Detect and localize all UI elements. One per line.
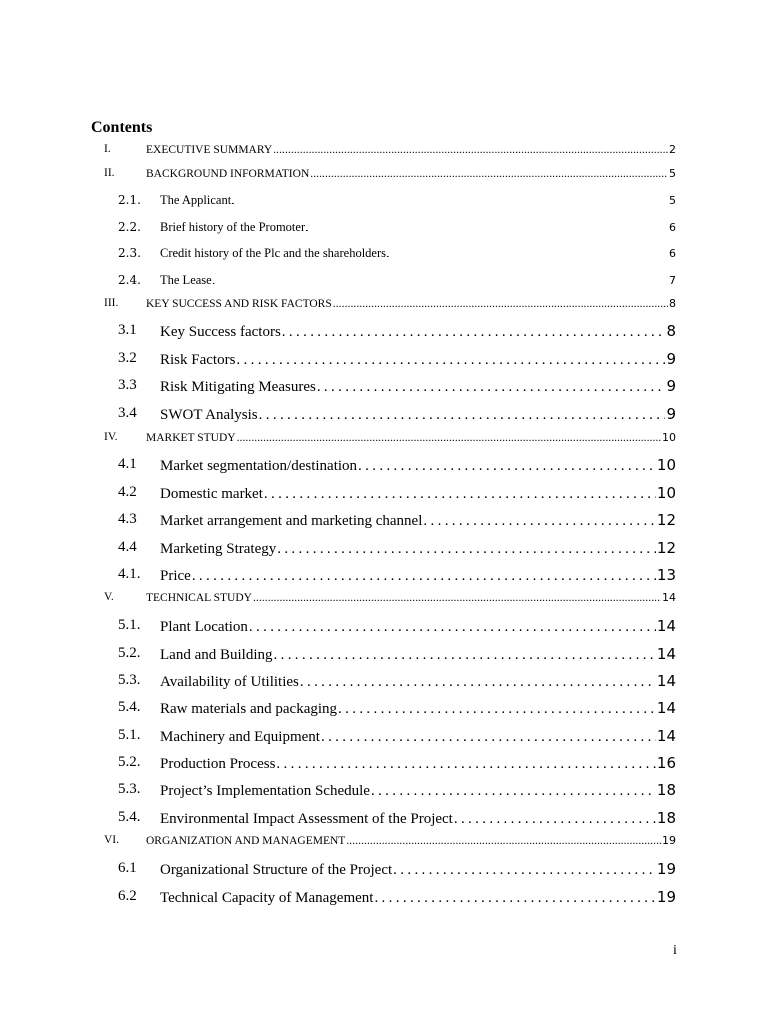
toc-entry-body xyxy=(160,566,676,585)
toc-entry-number: 4.1 xyxy=(118,456,137,472)
toc-entry-page: 14 xyxy=(656,699,676,717)
dot-leader xyxy=(333,298,668,310)
toc-entry-label[interactable]: Technical Capacity of Management xyxy=(160,890,374,906)
toc-entry-number: 5.3. xyxy=(118,781,141,797)
toc-entry-body xyxy=(146,297,676,310)
toc-entry-number: 5.2. xyxy=(118,754,141,770)
toc-entry-body xyxy=(160,456,676,475)
toc-entry-label[interactable]: Organizational Structure of the Project xyxy=(160,862,393,878)
toc-entry-label[interactable]: Raw materials and packaging xyxy=(160,701,338,717)
toc-entry-page: 19 xyxy=(656,860,676,878)
dot-leader xyxy=(321,729,656,746)
toc-entry-body xyxy=(160,727,676,746)
toc-entry-body xyxy=(160,888,676,907)
dot-leader xyxy=(249,619,656,636)
dot-leader xyxy=(277,541,656,558)
contents-heading: Contents xyxy=(91,119,153,136)
toc-entry-body xyxy=(160,484,676,503)
toc-entry-number: 5.1. xyxy=(118,617,141,633)
toc-entry-page: 10 xyxy=(662,431,676,444)
toc-entry-page: 12 xyxy=(656,511,676,529)
page-number: i xyxy=(673,943,677,958)
toc-entry-number: 3.2 xyxy=(118,350,137,366)
toc-entry-page: 10 xyxy=(656,456,676,474)
toc-entry-number: 2.1. xyxy=(118,193,141,207)
toc-entry-label[interactable]: Credit history of the Plc and the shareholders xyxy=(160,246,386,260)
dot-leader xyxy=(264,486,656,503)
toc-entry-page: 19 xyxy=(662,834,676,847)
dot-leader xyxy=(317,379,666,396)
dot-leader xyxy=(236,352,665,369)
toc-entry-number: 3.3 xyxy=(118,377,137,393)
dot-leader xyxy=(393,862,656,879)
toc-entry-body xyxy=(160,781,676,800)
toc-entry-number: VI. xyxy=(104,834,120,846)
toc-entry-number: 5.4. xyxy=(118,699,141,715)
toc-entry-number: 4.3 xyxy=(118,511,137,527)
toc-entry-label[interactable]: Land and Building xyxy=(160,647,273,663)
toc-entry-page: 6 xyxy=(669,221,676,234)
dot-leader xyxy=(213,273,668,288)
toc-entry-label[interactable]: Plant Location xyxy=(160,619,248,635)
dot-leader xyxy=(276,756,655,773)
dot-leader xyxy=(192,568,656,585)
toc-entry-label[interactable]: Price xyxy=(160,568,191,584)
toc-entry-label[interactable]: The Applicant xyxy=(160,193,232,207)
toc-entry-page: 14 xyxy=(656,645,676,663)
toc-entry-number: III. xyxy=(104,297,119,309)
toc-entry-label[interactable]: Market segmentation/destination xyxy=(160,458,358,474)
dot-leader xyxy=(454,811,656,828)
toc-entry-label[interactable]: BACKGROUND INFORMATION xyxy=(146,168,310,180)
toc-entry-page: 19 xyxy=(656,888,676,906)
toc-entry-label[interactable]: Availability of Utilities xyxy=(160,674,299,690)
toc-entry-label[interactable]: Domestic market xyxy=(160,486,263,502)
toc-entry-body xyxy=(160,809,676,828)
toc-entry-page: 14 xyxy=(662,591,676,604)
toc-entry-page: 8 xyxy=(669,297,676,310)
toc-entry-number: 5.2. xyxy=(118,645,141,661)
dot-leader xyxy=(237,432,661,444)
toc-entry-number: 3.4 xyxy=(118,405,137,421)
toc-entry-number: 6.2 xyxy=(118,888,137,904)
toc-entry-number: 5.3. xyxy=(118,672,141,688)
toc-entry-number: IV. xyxy=(104,431,118,443)
dot-leader xyxy=(274,647,656,664)
toc-entry-body xyxy=(160,539,676,558)
toc-entry-body xyxy=(146,431,676,444)
toc-entry-number: 4.2 xyxy=(118,484,137,500)
toc-entry-page: 14 xyxy=(656,617,676,635)
toc-entry-body xyxy=(160,754,676,773)
toc-entry-number: 2.3. xyxy=(118,246,141,260)
toc-entry-body xyxy=(160,699,676,718)
dot-leader xyxy=(310,168,668,180)
dot-leader xyxy=(423,513,656,530)
toc-entry-label[interactable]: TECHNICAL STUDY xyxy=(146,592,252,604)
dot-leader xyxy=(253,592,661,604)
toc-entry-page: 14 xyxy=(656,727,676,745)
toc-entry-body xyxy=(160,860,676,879)
toc-entry-page: 7 xyxy=(669,274,676,287)
toc-entry-number: V. xyxy=(104,591,114,603)
toc-entry-label[interactable]: KEY SUCCESS AND RISK FACTORS xyxy=(146,298,332,310)
toc-entry-body xyxy=(160,246,676,261)
toc-entry-number: 3.1 xyxy=(118,322,137,338)
toc-entry-body xyxy=(160,322,676,341)
toc-entry-number: 5.4. xyxy=(118,809,141,825)
dot-leader xyxy=(306,220,668,235)
toc-entry-page: 6 xyxy=(669,247,676,260)
dot-leader xyxy=(259,407,666,424)
toc-entry-label[interactable]: Production Process xyxy=(160,756,276,772)
toc-entry-body xyxy=(160,645,676,664)
toc-entry-label[interactable]: Machinery and Equipment xyxy=(160,729,320,745)
dot-leader xyxy=(387,246,668,261)
toc-entry-body xyxy=(160,193,676,208)
toc-entry-body xyxy=(160,220,676,235)
dot-leader xyxy=(300,674,656,691)
toc-entry-page: 14 xyxy=(656,672,676,690)
toc-entry-label[interactable]: Brief history of the Promoter xyxy=(160,220,306,234)
toc-entry-body xyxy=(160,672,676,691)
toc-entry-page: 18 xyxy=(656,809,676,827)
dot-leader xyxy=(371,783,656,800)
toc-entry-label[interactable]: Environmental Impact Assessment of the Project xyxy=(160,811,453,827)
toc-entry-page: 5 xyxy=(669,194,676,207)
toc-entry-body xyxy=(146,591,676,604)
dot-leader xyxy=(358,458,656,475)
toc-entry-page: 2 xyxy=(669,143,676,156)
toc-entry-page: 10 xyxy=(656,484,676,502)
toc-entry-label[interactable]: EXECUTIVE SUMMARY xyxy=(146,144,273,156)
toc-entry-body xyxy=(160,377,676,396)
toc-entry-label[interactable]: Market arrangement and marketing channel xyxy=(160,513,423,529)
toc-entry-label[interactable]: ORGANIZATION AND MANAGEMENT xyxy=(146,835,346,847)
toc-entry-body xyxy=(160,405,676,424)
toc-entry-page: 8 xyxy=(666,322,676,340)
toc-entry-label[interactable]: Risk Factors xyxy=(160,352,236,368)
dot-leader xyxy=(282,324,666,341)
toc-entry-label[interactable]: Project’s Implementation Schedule xyxy=(160,783,370,799)
dot-leader xyxy=(338,701,656,718)
toc-entry-number: 5.1. xyxy=(118,727,141,743)
dot-leader xyxy=(346,835,661,847)
dot-leader xyxy=(273,144,668,156)
toc-entry-body xyxy=(146,143,676,156)
toc-entry-page: 18 xyxy=(656,781,676,799)
toc-entry-number: 2.4. xyxy=(118,273,141,287)
toc-entry-body xyxy=(160,350,676,369)
dot-leader xyxy=(374,890,655,907)
toc-entry-page: 5 xyxy=(669,167,676,180)
toc-entry-number: II. xyxy=(104,167,115,179)
toc-entry-number: 6.1 xyxy=(118,860,137,876)
toc-entry-page: 16 xyxy=(656,754,676,772)
toc-entry-label[interactable]: SWOT Analysis xyxy=(160,407,258,423)
toc-entry-body xyxy=(160,273,676,288)
toc-entry-body xyxy=(146,167,676,180)
toc-entry-body xyxy=(160,511,676,530)
toc-entry-label[interactable]: Marketing Strategy xyxy=(160,541,277,557)
toc-entry-page: 9 xyxy=(666,405,676,423)
toc-entry-page: 12 xyxy=(656,539,676,557)
toc-entry-number: I. xyxy=(104,143,111,155)
toc-entry-page: 9 xyxy=(666,377,676,395)
toc-entry-page: 9 xyxy=(666,350,676,368)
toc-entry-number: 4.4 xyxy=(118,539,137,555)
toc-entry-label[interactable]: MARKET STUDY xyxy=(146,432,236,444)
toc-entry-label[interactable]: Risk Mitigating Measures xyxy=(160,379,316,395)
toc-entry-label[interactable]: The Lease xyxy=(160,273,212,287)
toc-entry-label[interactable]: Key Success factors xyxy=(160,324,281,340)
toc-entry-body xyxy=(160,617,676,636)
toc-entry-body xyxy=(146,834,676,847)
toc-entry-page: 13 xyxy=(656,566,676,584)
toc-entry-number: 2.2. xyxy=(118,220,141,234)
dot-leader xyxy=(232,193,668,208)
toc-entry-number: 4.1. xyxy=(118,566,141,582)
